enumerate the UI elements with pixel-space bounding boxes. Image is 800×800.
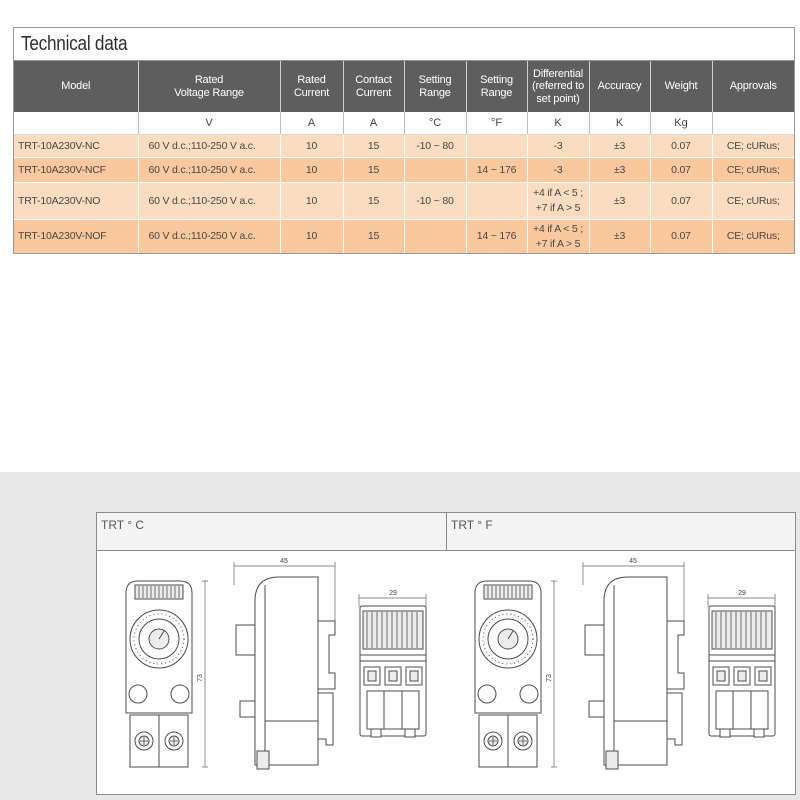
header-setting-range-f: Setting Range (466, 61, 527, 112)
side-terminal-screw (257, 751, 269, 769)
header-setting-range-c: Setting Range (404, 61, 466, 112)
cell-approvals: CE; cURus; (712, 183, 794, 220)
top-lower-block (716, 691, 768, 729)
unit-contact-current: A (343, 112, 404, 135)
depth-dimension-label: 29 (389, 590, 397, 597)
mounting-hole-right (520, 685, 538, 703)
cell-voltage: 60 V d.c.;110-250 V a.c. (138, 135, 280, 158)
table-header-row (14, 61, 794, 112)
cell-rated-current: 10 (280, 220, 343, 254)
height-dimension-line (551, 581, 557, 767)
side-housing (255, 577, 318, 765)
top-lower-block (367, 691, 419, 729)
header-contact-current: Contact Current (343, 61, 404, 112)
dimension-drawings-panel (96, 512, 796, 795)
terminal-opening-3-inner (759, 671, 767, 681)
header-rated-current: Rated Current (280, 61, 343, 112)
side-view (234, 558, 335, 769)
unit-setting-range-c: °C (404, 112, 466, 135)
cell-accuracy: ±3 (589, 158, 650, 183)
drawings-row (97, 551, 795, 794)
side-dial-knob (585, 625, 606, 655)
width-dimension-label: 45 (629, 558, 637, 565)
header-accuracy: Accuracy (589, 61, 650, 112)
side-mount-boss (240, 701, 257, 717)
mounting-hole-right (171, 685, 189, 703)
table-row (14, 135, 794, 158)
side-view (583, 558, 684, 769)
cell-setting-range-c: -10 ~ 80 (404, 183, 466, 220)
drawing-title-fahrenheit: TRT ° F (446, 513, 795, 550)
header-weight: Weight (650, 61, 712, 112)
terminal-opening-2-inner (738, 671, 746, 681)
width-dimension-label: 45 (280, 558, 288, 565)
top-view (359, 590, 426, 737)
mounting-hole-left (478, 685, 496, 703)
din-clip-lower (318, 693, 333, 745)
drawing-fahrenheit (446, 551, 795, 794)
cell-model: TRT-10A230V-NOF (14, 220, 138, 254)
unit-voltage: V (138, 112, 280, 135)
cell-differential: -3 (527, 135, 589, 158)
top-view (708, 590, 775, 737)
cell-rated-current: 10 (280, 158, 343, 183)
unit-model (14, 112, 138, 135)
technical-data-table (14, 61, 794, 253)
cell-rated-current: 10 (280, 183, 343, 220)
technical-data-title: Technical data (21, 33, 128, 55)
side-housing (604, 577, 667, 765)
mounting-hole-left (129, 685, 147, 703)
unit-approvals (712, 112, 794, 135)
header-voltage: Rated Voltage Range (138, 61, 280, 112)
cell-voltage: 60 V d.c.;110-250 V a.c. (138, 158, 280, 183)
cell-setting-range-c: -10 ~ 80 (404, 135, 466, 158)
table-row (14, 158, 794, 183)
top-foot-right (405, 729, 415, 737)
height-dimension-label: 73 (197, 674, 204, 682)
din-clip-upper (318, 621, 335, 689)
header-model: Model (14, 61, 138, 112)
cell-weight: 0.07 (650, 183, 712, 220)
cell-voltage: 60 V d.c.;110-250 V a.c. (138, 220, 280, 254)
cell-model: TRT-10A230V-NO (14, 183, 138, 220)
top-foot-right (754, 729, 764, 737)
height-dimension-label: 73 (546, 674, 553, 682)
cell-accuracy: ±3 (589, 220, 650, 254)
cell-accuracy: ±3 (589, 183, 650, 220)
terminal-opening-1-inner (368, 671, 376, 681)
table-units-row (14, 112, 794, 135)
unit-setting-range-f: °F (466, 112, 527, 135)
unit-weight: Kg (650, 112, 712, 135)
unit-accuracy: K (589, 112, 650, 135)
side-terminal-screw (606, 751, 618, 769)
drawing-title-celsius: TRT ° C (101, 518, 145, 532)
cell-weight: 0.07 (650, 135, 712, 158)
cell-weight: 0.07 (650, 158, 712, 183)
cell-setting-range-f (466, 183, 527, 220)
din-clip-upper (667, 621, 684, 689)
terminal-opening-1-inner (717, 671, 725, 681)
drawings-header-row (97, 513, 795, 551)
cell-setting-range-c (404, 220, 466, 254)
front-view (126, 581, 208, 767)
cell-approvals: CE; cURus; (712, 220, 794, 254)
front-view (475, 581, 557, 767)
technical-data-box (13, 27, 795, 254)
depth-dimension-label: 29 (738, 590, 746, 597)
cell-contact-current: 15 (343, 183, 404, 220)
cell-differential: +4 if A < 5 ; +7 if A > 5 (527, 183, 589, 220)
drawing-celsius (97, 551, 446, 794)
cell-contact-current: 15 (343, 158, 404, 183)
cell-setting-range-f: 14 ~ 176 (466, 158, 527, 183)
unit-rated-current: A (280, 112, 343, 135)
cell-setting-range-f (466, 135, 527, 158)
cell-model: TRT-10A230V-NC (14, 135, 138, 158)
top-foot-left (720, 729, 730, 737)
technical-data-title-bar (14, 28, 794, 61)
unit-differential: K (527, 112, 589, 135)
cell-contact-current: 15 (343, 220, 404, 254)
side-dial-knob (236, 625, 257, 655)
cell-differential: -3 (527, 158, 589, 183)
table-row (14, 183, 794, 220)
terminal-opening-2-inner (389, 671, 397, 681)
terminal-opening-3-inner (410, 671, 418, 681)
header-approvals: Approvals (712, 61, 794, 112)
height-dimension-line (202, 581, 208, 767)
cell-approvals: CE; cURus; (712, 135, 794, 158)
table-row (14, 220, 794, 254)
din-clip-lower (667, 693, 682, 745)
cell-approvals: CE; cURus; (712, 158, 794, 183)
cell-setting-range-f: 14 ~ 176 (466, 220, 527, 254)
cell-rated-current: 10 (280, 135, 343, 158)
cell-differential: +4 if A < 5 ; +7 if A > 5 (527, 220, 589, 254)
cell-weight: 0.07 (650, 220, 712, 254)
cell-setting-range-c (404, 158, 466, 183)
cell-model: TRT-10A230V-NCF (14, 158, 138, 183)
cell-voltage: 60 V d.c.;110-250 V a.c. (138, 183, 280, 220)
cell-accuracy: ±3 (589, 135, 650, 158)
side-mount-boss (589, 701, 606, 717)
header-differential: Differential (referred to set point) (527, 61, 589, 112)
cell-contact-current: 15 (343, 135, 404, 158)
top-foot-left (371, 729, 381, 737)
